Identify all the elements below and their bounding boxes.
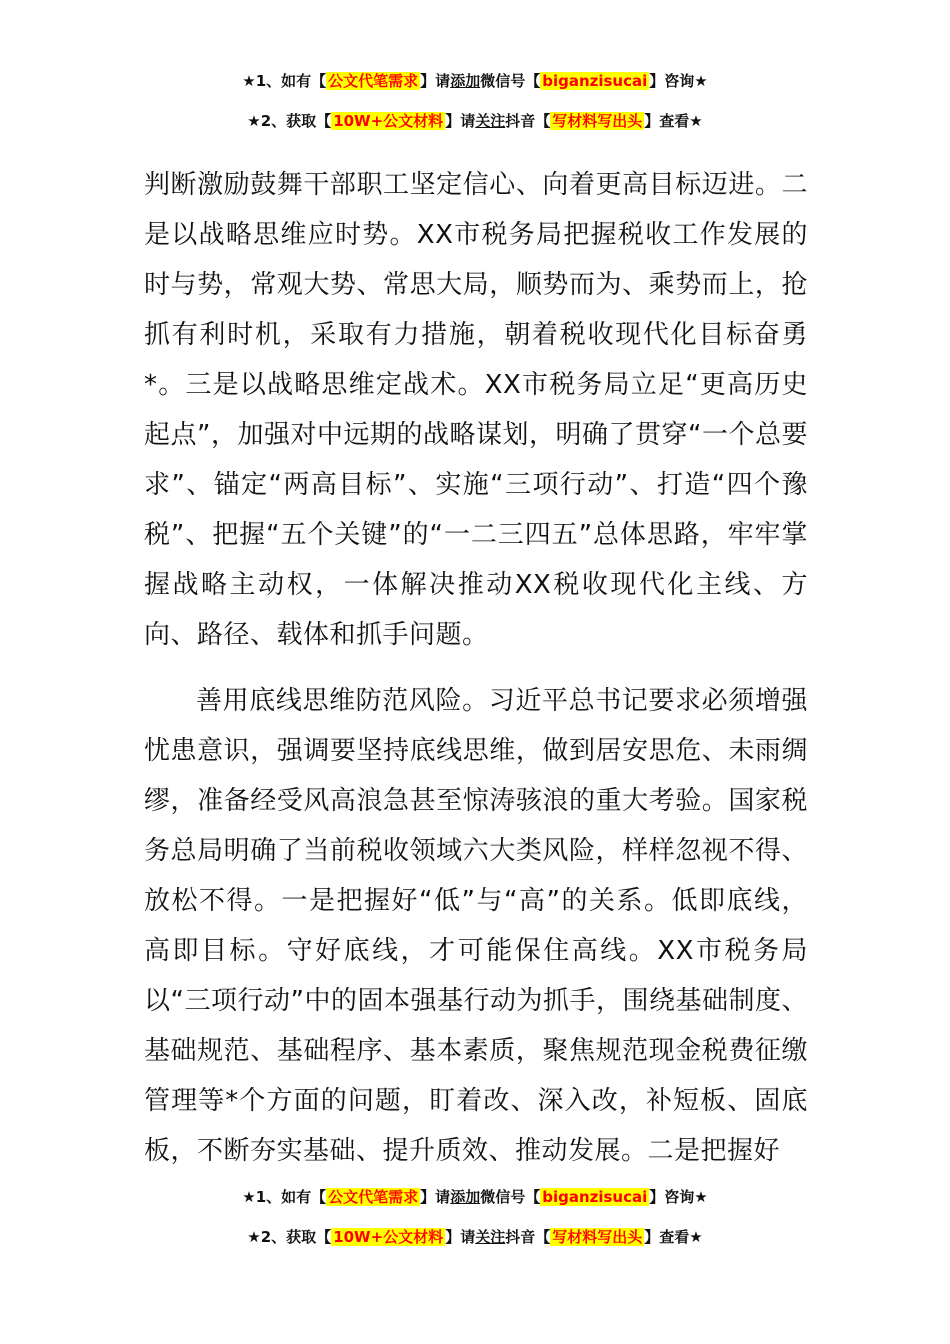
header-promo-line-1	[0, 70, 950, 92]
paragraph-2: 善用底线思维防范风险。习近平总书记要求必须增强忧患意识，强调要坚持底线思维，做到居安思危、未雨绸缪，准备经受风高浪急甚至惊涛骇浪的重大考验。国家税务总局明确了当前税收领域六大类风险，样样忽视不得、放松不得。一是把握好“低”与“高”的关系。低即底线，高即目标。守好底线，才可能保住高线。XX市税务局以“三项行动”中的固本强基行动为抓手，围绕基础制度、基础规范、基础程序、基本素质，聚焦规范现金税费征缴管理等*个方面的问题，盯着改、深入改，补短板、固底板，不断夯实基础、提升质效、推动发展。二是把握好	[144, 686, 808, 1166]
promo-highlight: 10W+公文材料	[333, 112, 444, 130]
promo-text: 】请	[420, 1188, 451, 1206]
promo-text: ★1、如有【	[242, 72, 327, 90]
promo-text: 】请	[445, 112, 476, 130]
promo-underline: 添加	[450, 72, 481, 90]
promo-text: 】查看★	[644, 112, 703, 130]
promo-text: ★2、获取【	[247, 112, 332, 130]
promo-text: 】请	[420, 72, 451, 90]
promo-text: 微信号【	[480, 1188, 541, 1206]
paragraph-1: 判断激励鼓舞干部职工坚定信心、向着更高目标迈进。二是以战略思维应时势。XX市税务局把握税收工作发展的时与势，常观大势、常思大局，顺势而为、乘势而上，抢抓有利时机，采取有力措施，朝着税收现代化目标奋勇*。三是以战略思维定战术。XX市税务局立足“更高历史起点”，加强对中远期的战略谋划，明确了贯穿“一个总要求”、锚定“两高目标”、实施“三项行动”、打造“四个豫税”、把握“五个关键”的“一二三四五”总体思路，牢牢掌握战略主动权，一体解决推动XX税收现代化主线、方向、路径、载体和抓手问题。	[144, 170, 808, 650]
promo-highlight: 公文代笔需求	[328, 72, 419, 90]
promo-highlight: 10W+公文材料	[333, 1228, 444, 1246]
promo-text: 】咨询★	[649, 72, 708, 90]
promo-highlight: 写材料写出头	[552, 112, 643, 130]
promo-underline: 关注	[475, 1228, 506, 1246]
promo-underline: 添加	[450, 1188, 481, 1206]
promo-text: ★1、如有【	[242, 1188, 327, 1206]
promo-underline: 关注	[475, 112, 506, 130]
footer-promo-line-2	[0, 1226, 950, 1248]
promo-text: 抖音【	[505, 112, 551, 130]
header-promo-line-2	[0, 110, 950, 132]
promo-highlight: 公文代笔需求	[328, 1188, 419, 1206]
promo-text: 】请	[445, 1228, 476, 1246]
promo-text: 】咨询★	[649, 1188, 708, 1206]
promo-text: ★2、获取【	[247, 1228, 332, 1246]
promo-text: 微信号【	[480, 72, 541, 90]
promo-text: 】查看★	[644, 1228, 703, 1246]
promo-highlight: biganzisucai	[542, 1188, 648, 1206]
document-body	[144, 160, 808, 1176]
promo-text: 抖音【	[505, 1228, 551, 1246]
footer-promo-line-1	[0, 1186, 950, 1208]
promo-highlight: 写材料写出头	[552, 1228, 643, 1246]
promo-highlight: biganzisucai	[542, 72, 648, 90]
